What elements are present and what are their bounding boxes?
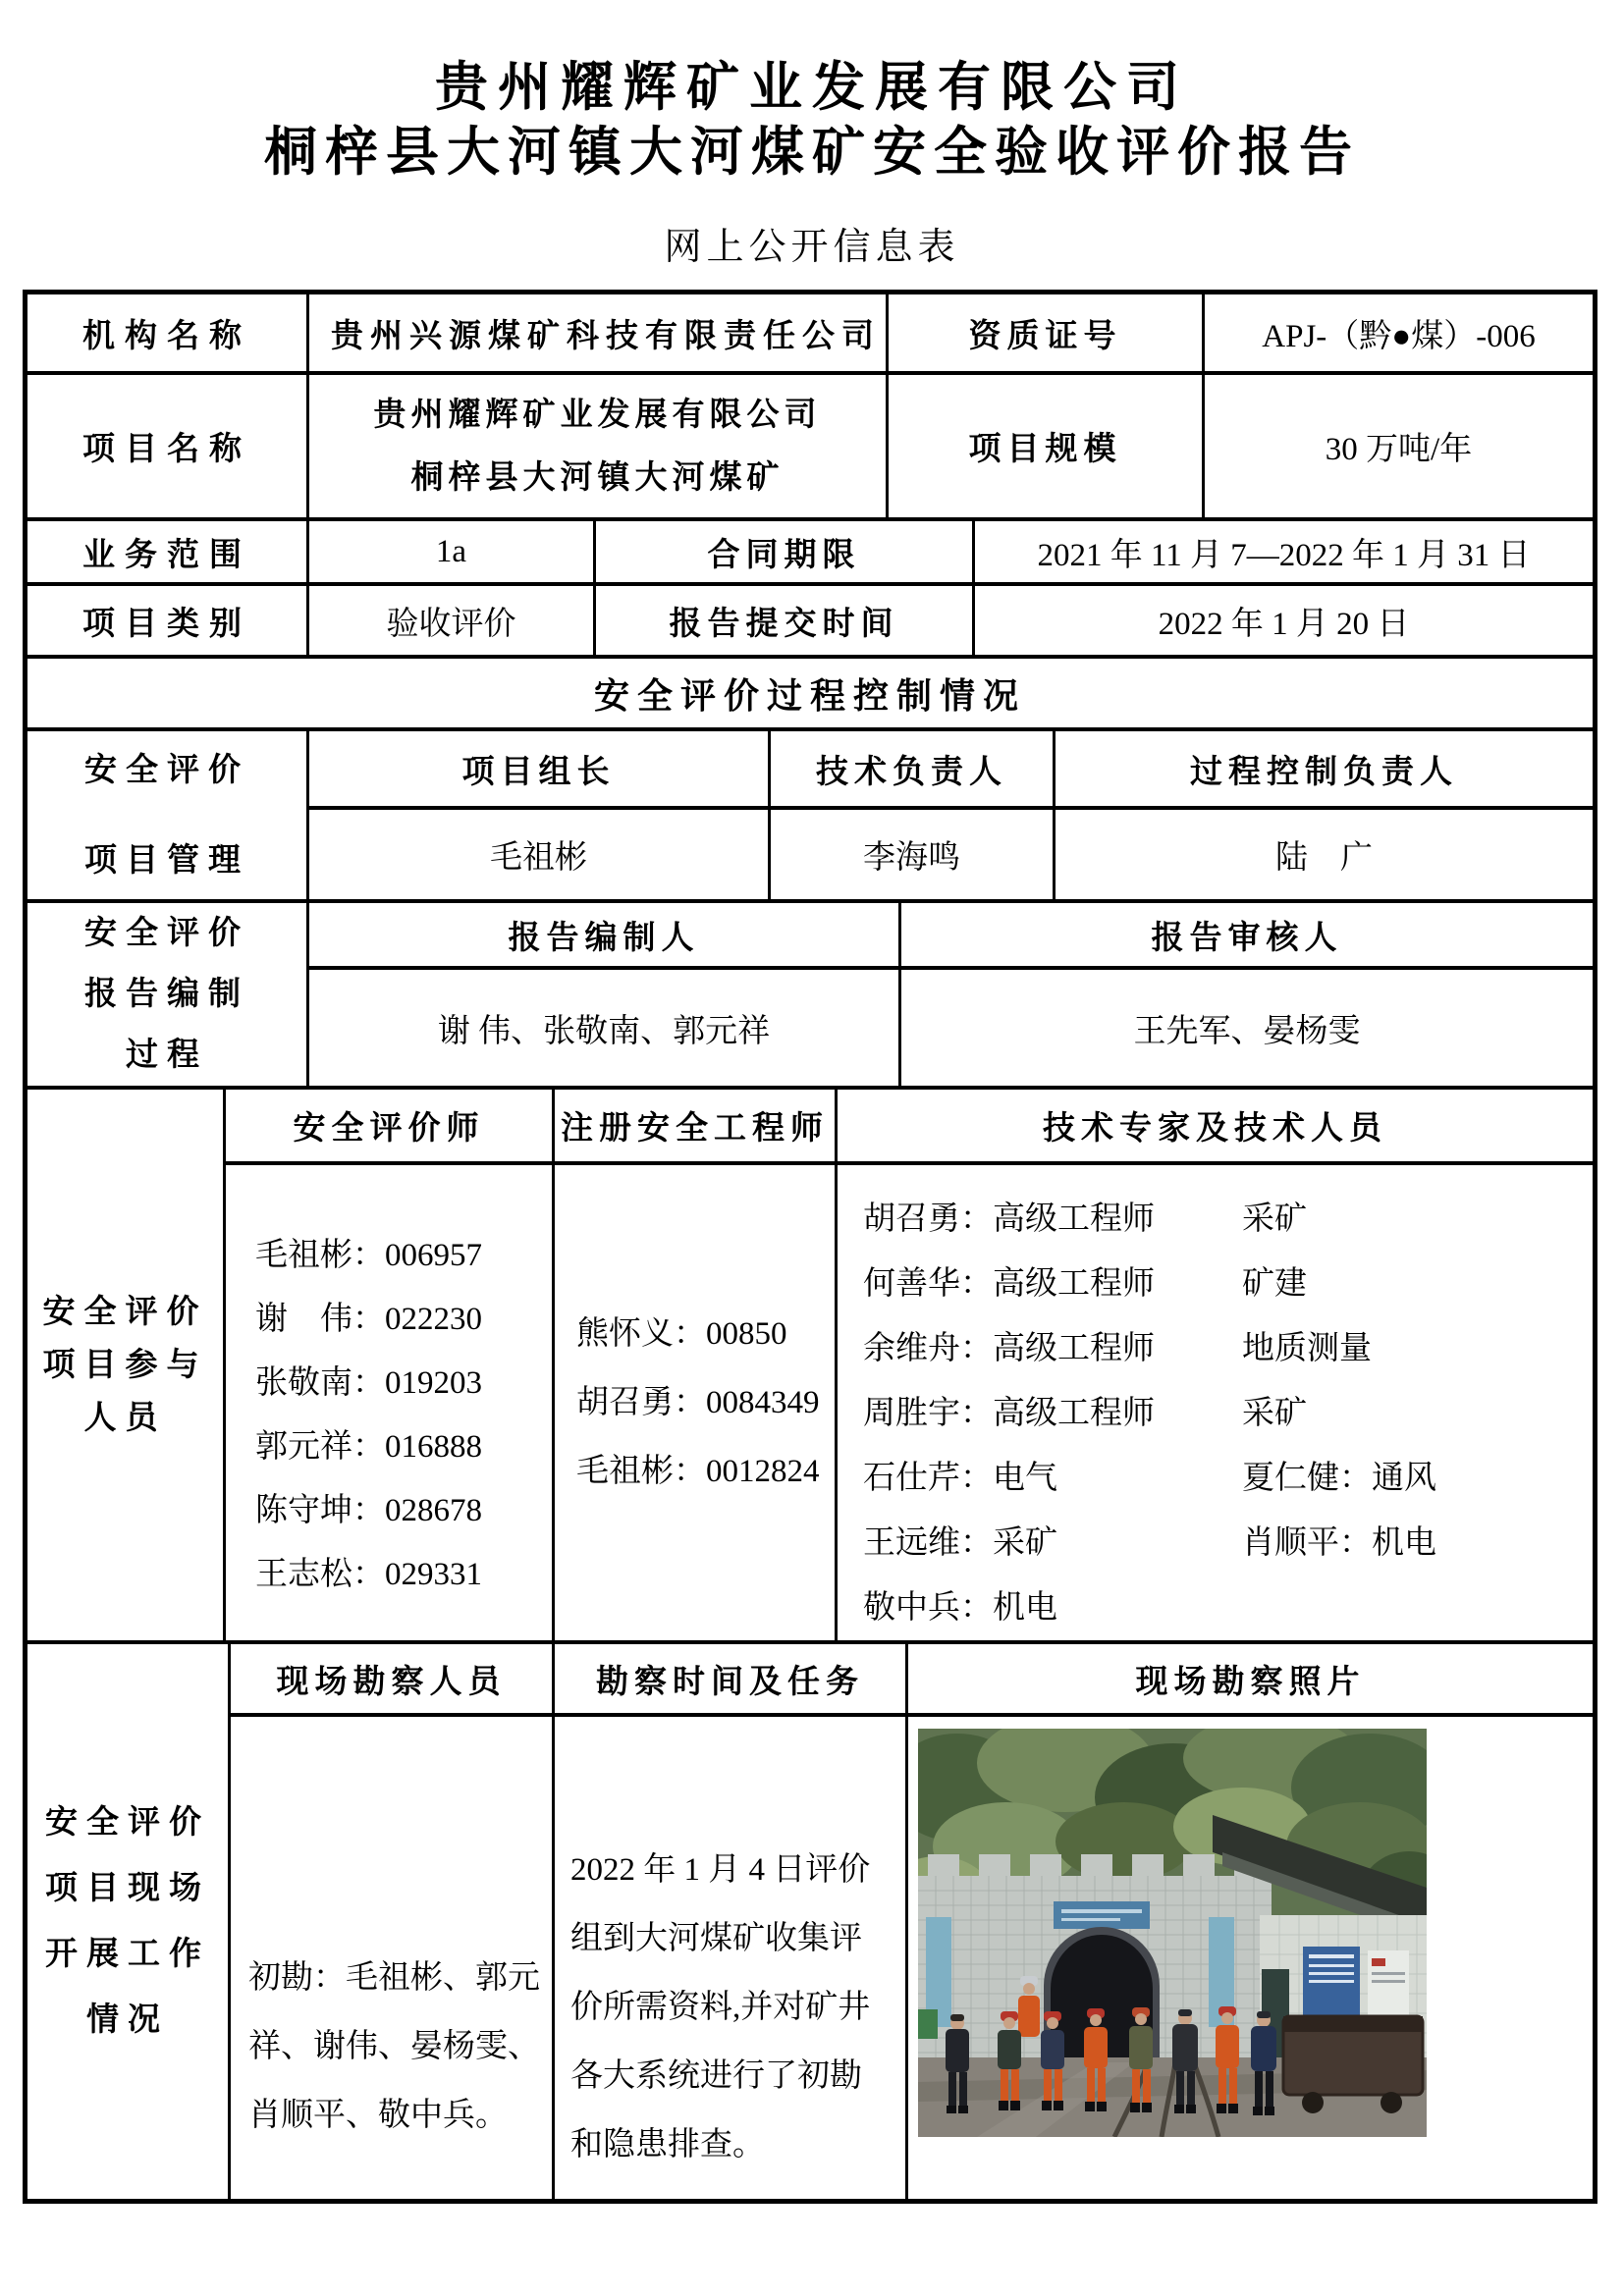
- report-editor-value: 谢 伟、张敬南、郭元祥: [309, 970, 901, 1086]
- cert-no-value: APJ-（黔●煤）-006: [1262, 318, 1536, 354]
- registered-engineer-header: 注册安全工程师: [555, 1090, 838, 1161]
- assessor-item: 谢 伟：022230: [255, 1302, 482, 1337]
- site-survey-photo: [918, 1729, 1427, 2137]
- surveyor-header: 现场勘察人员: [231, 1644, 555, 1713]
- survey-task-text: 2022 年 1 月 4 日评价 组到大河煤矿收集评 价所需资料,并对矿井 各大系统进行了初勘 和隐患排查。: [555, 1717, 908, 2199]
- contract-term-value: 2021 年 11 月 7—2022 年 1 月 31 日: [1037, 537, 1531, 573]
- survey-photo-container: [908, 1717, 1593, 2199]
- cert-no-label: 资质证号: [889, 294, 1205, 371]
- site-survey-section: [27, 1644, 1593, 2199]
- submit-time-value: 2022 年 1 月 20 日: [1158, 606, 1410, 642]
- table-row: [27, 659, 1593, 731]
- expert-row: 周胜宇：高级工程师 采矿: [863, 1396, 1307, 1431]
- registered-engineer-list: [555, 1165, 838, 1640]
- table-row: [27, 521, 1593, 586]
- contract-term-label: 合同期限: [596, 521, 975, 582]
- tech-lead-header: 技术负责人: [771, 731, 1056, 806]
- assessor-header: 安全评价师: [226, 1090, 555, 1161]
- expert-row: 何善华：高级工程师 矿建: [863, 1266, 1307, 1302]
- submit-time-label: 报告提交时间: [596, 586, 975, 655]
- participants-section: [27, 1090, 1593, 1644]
- subtitle-public-info: 网上公开信息表: [664, 227, 960, 268]
- compilation-section-label: 安全评价 报告编制 过程: [27, 903, 309, 1086]
- info-table: [23, 290, 1597, 2204]
- project-name-line1: 贵州耀辉矿业发展有限公司: [373, 397, 822, 433]
- report-title: 桐梓县大河镇大河煤矿安全验收评价报告: [264, 123, 1360, 182]
- assessor-item: 毛祖彬：006957: [255, 1238, 482, 1273]
- table-row: [27, 294, 1593, 375]
- surveyor-list: 初勘：毛祖彬、郭元 祥、谢伟、晏杨雯、 肖顺平、敬中兵。: [231, 1717, 555, 2199]
- report-reviewer-header: 报告审核人: [1151, 920, 1343, 956]
- assessor-item: 陈守坤：028678: [255, 1493, 482, 1528]
- table-row: [27, 586, 1593, 659]
- tech-lead-value: 李海鸣: [771, 810, 1056, 899]
- management-section-label: 安全评价 项目管理: [27, 731, 309, 899]
- management-section: [27, 731, 1593, 903]
- business-scope-label: 业务范围: [27, 521, 309, 582]
- expert-header: 技术专家及技术人员: [1043, 1111, 1387, 1147]
- org-name-label: 机构名称: [27, 294, 309, 371]
- assessor-item: 王志松：029331: [255, 1557, 482, 1592]
- process-lead-header: 过程控制负责人: [1190, 754, 1458, 790]
- business-scope-value: 1a: [309, 521, 596, 582]
- project-scale-label: 项目规模: [889, 375, 1205, 517]
- expert-row: 王远维：采矿 肖顺平：机电: [863, 1525, 1436, 1561]
- org-name-value: 贵州兴源煤矿科技有限责任公司: [309, 294, 889, 371]
- team-leader-header: 项目组长: [309, 731, 771, 806]
- compilation-section: [27, 903, 1593, 1090]
- report-reviewer-value: 王先军、晏杨雯: [1133, 1013, 1361, 1049]
- process-lead-value: 陆 广: [1275, 840, 1373, 876]
- expert-row: 余维舟：高级工程师 地质测量: [863, 1331, 1372, 1366]
- assessor-item: 张敬南：019203: [255, 1365, 482, 1401]
- engineer-item: 毛祖彬：0012824: [576, 1454, 820, 1489]
- expert-row: 敬中兵：机电: [863, 1590, 1057, 1626]
- table-row: [27, 375, 1593, 521]
- report-editor-header: 报告编制人: [309, 903, 901, 966]
- project-name-line2: 桐梓县大河镇大河煤矿: [410, 459, 785, 496]
- engineer-item: 胡召勇：0084349: [576, 1385, 820, 1420]
- expert-row: 胡召勇：高级工程师 采矿: [863, 1201, 1307, 1237]
- engineer-item: 熊怀义：00850: [576, 1316, 787, 1352]
- project-scale-value: 30 万吨/年: [1325, 432, 1473, 467]
- project-name-label: 项目名称: [27, 375, 309, 517]
- project-category-label: 项目类别: [27, 586, 309, 655]
- process-control-header: 安全评价过程控制情况: [593, 675, 1026, 716]
- survey-task-header: 勘察时间及任务: [555, 1644, 908, 1713]
- assessor-item: 郭元祥：016888: [255, 1429, 482, 1465]
- participants-section-label: 安全评价 项目参与 人员: [27, 1090, 226, 1640]
- assessor-list: [226, 1165, 555, 1640]
- expert-list: [838, 1165, 1593, 1640]
- company-title: 贵州耀辉矿业发展有限公司: [435, 58, 1189, 117]
- site-survey-section-label: 安全评价 项目现场 开展工作 情况: [27, 1644, 231, 2199]
- project-name-value: [309, 375, 889, 517]
- expert-row: 石仕芹：电气 夏仁健：通风: [863, 1461, 1436, 1496]
- survey-photo-header: 现场勘察照片: [1135, 1664, 1366, 1700]
- project-category-value: 验收评价: [309, 586, 596, 655]
- team-leader-value: 毛祖彬: [309, 810, 771, 899]
